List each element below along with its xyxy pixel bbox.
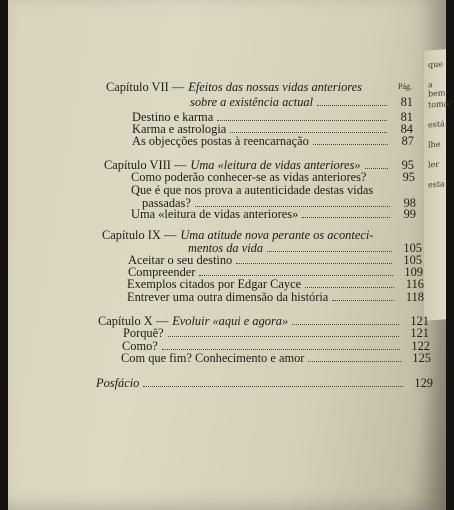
entry-label: Uma «leitura de vidas anteriores»: [131, 207, 299, 221]
page-number: 125: [412, 351, 431, 365]
page-number: 99: [403, 207, 416, 221]
chapter-number: Capítulo VII —: [106, 80, 185, 94]
chapter-title: sobre a existência actual: [190, 95, 314, 109]
chapter-title: mentos da vida: [188, 241, 264, 255]
page-number: 84: [400, 122, 413, 136]
chapter-title: Efeitos das nossas vidas anteriores: [188, 80, 362, 94]
toc-entry: [131, 183, 415, 197]
dot-leader: [313, 144, 388, 145]
entry-label: passadas?: [142, 196, 191, 210]
page-number: 81: [400, 95, 413, 109]
dot-leader: [365, 168, 388, 169]
toc-entry: [123, 326, 429, 340]
entry-label: Destino e karma: [132, 110, 214, 124]
dot-leader: [143, 386, 403, 387]
toc-entry: [131, 207, 416, 221]
dot-leader: [292, 324, 399, 325]
chapter-heading: [106, 80, 389, 94]
entry-label: Exemplos citados por Edgar Cayce: [127, 277, 302, 291]
dot-leader: [305, 287, 394, 288]
toc-entry: [127, 290, 424, 304]
page-number: 98: [403, 196, 416, 210]
dot-leader: [168, 336, 399, 337]
dot-leader: [236, 263, 392, 264]
entry-label: Karma e astrologia: [132, 122, 227, 136]
page-number: 87: [401, 134, 414, 148]
chapter-title: Uma «leitura de vidas anteriores»: [190, 158, 361, 172]
dot-leader: [302, 217, 390, 218]
facing-fragment: ler: [428, 159, 440, 170]
toc-entry: [132, 134, 414, 148]
chapter-heading: [102, 228, 422, 242]
facing-fragment: que: [428, 59, 444, 70]
chapter-number: Capítulo X —: [98, 314, 169, 328]
page-number: 105: [403, 253, 422, 267]
toc-entry: [131, 170, 415, 184]
entry-label: Compreender: [128, 265, 196, 279]
entry-label: Entrever uma outra dimensão da história: [127, 290, 329, 304]
facing-fragment: está: [428, 119, 445, 130]
dot-leader: [332, 300, 394, 301]
chapter-heading-cont: [190, 95, 413, 109]
page-number: 95: [401, 158, 414, 172]
dot-leader: [217, 120, 387, 121]
dot-leader: [230, 132, 387, 133]
entry-label: Aceitar o seu destino: [128, 253, 233, 267]
facing-fragment: tomar: [428, 98, 453, 110]
facing-fragment: a bem: [428, 80, 446, 99]
facing-fragment: lhe: [428, 139, 441, 150]
page-number: 122: [411, 339, 430, 353]
postface-label: Posfácio: [96, 376, 140, 390]
dot-leader: [199, 275, 393, 276]
entry-label: Porquê?: [123, 326, 164, 340]
entry-label: Com que fim? Conhecimento e amor: [121, 351, 305, 365]
chapter-title: Uma atitude nova perante os aconteci-: [180, 228, 374, 242]
page-number: 109: [404, 265, 423, 279]
entry-label: Como poderão conhecer-se as vidas anteriores?: [131, 170, 367, 184]
chapter-title: Evoluir «aqui e agora»: [172, 314, 289, 328]
chapter-number: Capítulo IX —: [102, 228, 177, 242]
page-number: 116: [405, 277, 424, 291]
dot-leader: [267, 251, 392, 252]
entry-label: As objecções postas à reencarnação: [132, 134, 309, 148]
dot-leader: [317, 105, 387, 106]
postface-entry: [96, 376, 433, 390]
entry-label: Que é que nos prova a autenticidade destas vidas: [131, 183, 374, 197]
page-number: 118: [405, 290, 424, 304]
chapter-number: Capítulo VIII —: [104, 158, 187, 172]
page-number: 81: [400, 110, 413, 124]
facing-fragment: esta: [428, 179, 445, 190]
page-column-header: Pág.: [398, 82, 412, 91]
page-number: 121: [410, 326, 429, 340]
page-number: 95: [402, 170, 415, 184]
entry-label: Como?: [122, 339, 158, 353]
toc-entry: [127, 277, 424, 291]
toc-entry: [121, 351, 431, 365]
dot-leader: [308, 361, 401, 362]
dot-leader: [162, 349, 400, 350]
page-number: 129: [414, 376, 433, 390]
page-number: 121: [410, 314, 429, 328]
page-number: 105: [403, 241, 422, 255]
